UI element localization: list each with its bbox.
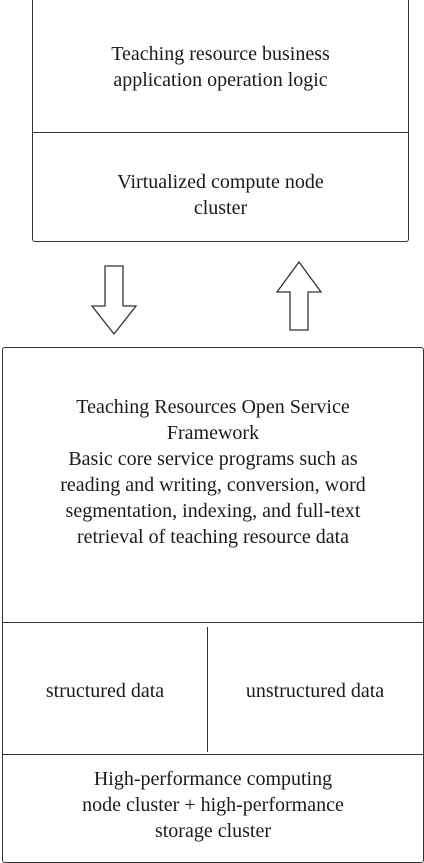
storage-cluster-label: High-performance computing node cluster + high-performance storage cluster (82, 768, 344, 842)
structured-data-cell: structured data (45, 680, 165, 702)
down-arrow-icon (90, 266, 138, 336)
bottom-box (2, 347, 424, 863)
unstructured-data-cell: unstructured data (245, 680, 385, 702)
framework-divider (3, 622, 423, 623)
business-logic-label: Teaching resource business application operation logic (111, 43, 330, 91)
up-arrow-icon (275, 260, 323, 332)
top-box (32, 0, 409, 242)
top-box-divider (33, 132, 408, 133)
storage-divider (3, 754, 423, 755)
framework-description: Teaching Resources Open Service Framework Basic core service programs such as reading and writing, conversion, word segmentation, indexing, and full-text retrieval of teaching resource data (60, 396, 366, 548)
compute-cluster-label: Virtualized compute node cluster (117, 171, 324, 219)
